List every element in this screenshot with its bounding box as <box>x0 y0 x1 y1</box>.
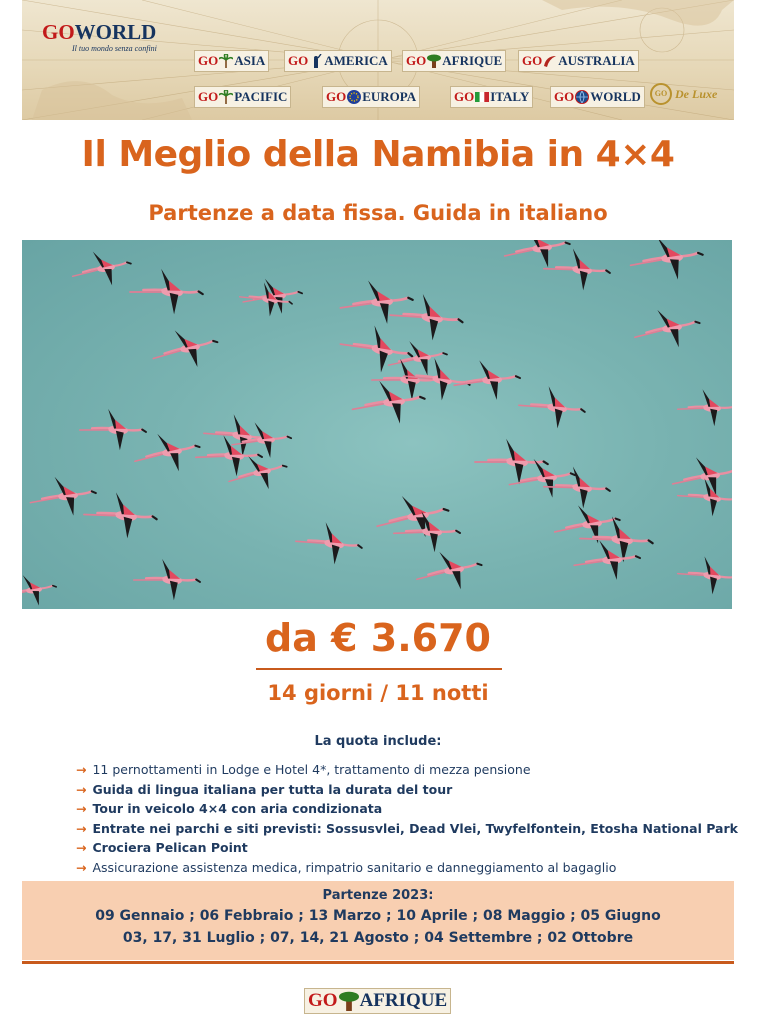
brand-goamerica[interactable]: GO AMERICA <box>284 50 392 72</box>
brand-goafrique[interactable]: GO AFRIQUE <box>402 50 506 72</box>
flamingo <box>414 546 485 595</box>
departures-box <box>22 881 734 960</box>
logo-go: GO <box>42 20 75 44</box>
flamingo <box>629 240 704 283</box>
flamingos-photo <box>22 240 732 609</box>
palm-tree-icon <box>219 90 233 104</box>
brand-goasia[interactable]: GO ASIA <box>194 50 269 72</box>
flamingo-flock <box>22 240 732 609</box>
departures-line-2: 03, 17, 31 Luglio ; 07, 14, 21 Agosto ; 04 Settembre ; 02 Ottobre <box>122 930 634 946</box>
baobab-tree-icon <box>427 54 441 68</box>
flamingo <box>237 278 295 320</box>
duration: 14 giorni / 11 notti <box>267 681 489 705</box>
arrow-right-icon: → <box>76 840 87 855</box>
flamingo <box>374 490 452 544</box>
flamingo <box>632 304 703 353</box>
includes-item: → Entrate nei parchi e siti previsti: Sossusvlei, Dead Vlei, Twyfelfontein, Etosha National Park <box>76 820 738 836</box>
flamingo <box>78 406 148 453</box>
includes-list <box>76 760 738 877</box>
departures-rule <box>22 961 734 964</box>
arrow-right-icon: → <box>76 820 87 836</box>
arrow-right-icon: → <box>76 781 87 797</box>
flamingo <box>675 552 732 598</box>
flamingo <box>82 488 160 542</box>
boomerang-icon <box>543 54 557 68</box>
globe-icon <box>575 90 589 104</box>
italy-flag-icon <box>475 90 489 104</box>
flamingo <box>542 245 613 294</box>
flamingo <box>552 501 622 548</box>
flamingo <box>542 463 613 512</box>
arrow-right-icon: → <box>76 762 87 777</box>
price: da € 3.670 <box>265 616 491 660</box>
brand-godeluxe[interactable]: GO De Luxe <box>650 83 726 105</box>
flamingo <box>293 518 365 569</box>
arrow-right-icon: → <box>76 801 87 816</box>
header-banner <box>22 0 734 120</box>
statue-of-liberty-icon <box>309 54 323 68</box>
flamingo <box>132 556 202 603</box>
flamingo <box>670 453 732 500</box>
arrow-right-icon: → <box>76 859 87 875</box>
brand-goitaly[interactable]: GO ITALY <box>450 86 533 108</box>
brand-goeuropa[interactable]: GO EUROPA <box>322 86 420 108</box>
brand-goworld[interactable]: GO WORLD <box>550 86 645 108</box>
includes-item: → Tour in veicolo 4×4 con aria condizionata <box>76 801 383 816</box>
includes-heading: La quota include: <box>314 734 442 749</box>
includes-item: → Guida di lingua italiana per tutta la durata del tour <box>76 781 453 797</box>
goworld-logo[interactable] <box>42 22 157 53</box>
includes-item: → 11 pernottamenti in Lodge e Hotel 4*, trattamento di mezza pensione <box>76 762 531 777</box>
flamingo <box>128 266 205 317</box>
page-subtitle: Partenze a data fissa. Guida in italiano <box>148 201 608 225</box>
departures-line-1: 09 Gennaio ; 06 Febbraio ; 13 Marzo ; 10 Aprile ; 08 Maggio ; 05 Giugno <box>95 908 661 924</box>
flamingo <box>22 572 58 609</box>
palm-tree-icon <box>219 54 233 68</box>
flamingo <box>339 279 413 326</box>
eu-flag-icon <box>347 90 361 104</box>
flamingo <box>132 428 203 477</box>
flamingo <box>677 388 732 428</box>
flamingo <box>516 382 588 433</box>
flamingo <box>573 539 640 581</box>
flamingo <box>29 474 98 519</box>
footer-goafrique-logo[interactable]: GO AFRIQUE <box>304 988 451 1014</box>
price-underline <box>256 668 502 670</box>
baobab-tree-icon <box>339 991 359 1011</box>
brand-gopacific[interactable]: GO PACIFIC <box>194 86 291 108</box>
flamingo <box>70 247 134 291</box>
flamingo <box>149 323 221 374</box>
flamingo <box>453 359 520 401</box>
includes-item: → Assicurazione assistenza medica, rimpatrio sanitario e danneggiamento al bagaglio <box>76 859 617 875</box>
logo-tagline: Il tuo mondo senza confini <box>72 44 157 53</box>
logo-world: WORLD <box>74 20 157 44</box>
departures-title: Partenze 2023: <box>322 888 434 903</box>
includes-item: → Crociera Pelican Point <box>76 840 248 855</box>
brand-goaustralia[interactable]: GO AUSTRALIA <box>518 50 639 72</box>
flamingo <box>387 289 466 345</box>
page-title: Il Meglio della Namibia in 4×4 <box>81 134 675 175</box>
